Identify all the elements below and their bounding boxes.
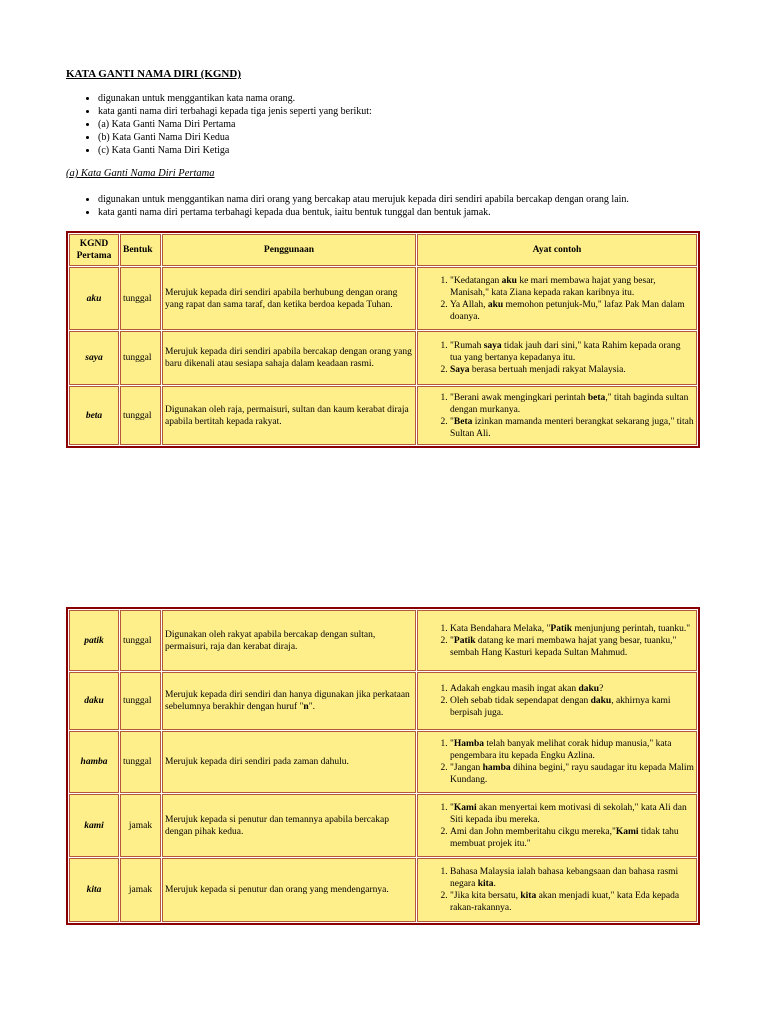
- table-row: [69, 858, 697, 922]
- examples-list: [420, 866, 694, 914]
- form-cell: tunggal: [120, 610, 161, 671]
- header-penggunaan: Penggunaan: [162, 234, 416, 266]
- example-item: 1. "Hamba telah banyak melihat corak hidup manusia," kata pengembara itu kepada Engku Azlina.: [450, 738, 694, 762]
- header-kgnd: [69, 234, 119, 266]
- example-item: 1. Bahasa Malaysia ialah bahasa kebangsaan dan bahasa rasmi negara kita.: [450, 866, 694, 890]
- intro-item: • digunakan untuk menggantikan kata nama orang.: [98, 92, 372, 105]
- pronoun-cell: daku: [69, 672, 119, 730]
- table-row: [69, 610, 697, 671]
- pronoun-cell: kita: [69, 858, 119, 922]
- examples-list: [420, 275, 694, 323]
- examples-cell: [417, 386, 697, 445]
- form-cell: tunggal: [120, 731, 161, 793]
- usage-cell: Merujuk kepada diri sendiri pada zaman dahulu.: [162, 731, 416, 793]
- table-row: [69, 331, 697, 385]
- examples-cell: [417, 331, 697, 385]
- intro-item: • (c) Kata Ganti Nama Diri Ketiga: [98, 144, 372, 157]
- usage-cell: Merujuk kepada diri sendiri apabila berhubung dengan orang yang rapat dan sama taraf, dan ketika berdoa kepada Tuhan.: [162, 267, 416, 330]
- examples-list: [420, 340, 694, 376]
- subsection-title: (a) Kata Ganti Nama Diri Pertama: [66, 168, 215, 179]
- example-item: 2. "Patik datang ke mari membawa hajat yang besar, tuanku," sembah Hang Kasturi kepada Sultan Mahmud.: [450, 635, 694, 659]
- form-cell: tunggal: [120, 672, 161, 730]
- pronoun-cell: kami: [69, 794, 119, 857]
- examples-list: [420, 802, 694, 850]
- usage-cell: Digunakan oleh rakyat apabila bercakap dengan sultan, permaisuri, raja dan kerabat diraja.: [162, 610, 416, 671]
- table-row: [69, 267, 697, 330]
- kgnd-table-part-1: [66, 231, 700, 448]
- subsection-item: • kata ganti nama diri pertama terbahagi kepada dua bentuk, iaitu bentuk tunggal dan bentuk jamak.: [98, 206, 629, 219]
- examples-cell: [417, 267, 697, 330]
- intro-list: [66, 92, 372, 157]
- example-item: 1. Kata Bendahara Melaka, "Patik menjunjung perintah, tuanku.": [450, 623, 694, 635]
- header-kgnd-line2: Pertama: [76, 251, 112, 261]
- form-cell: tunggal: [120, 267, 161, 330]
- intro-item: • kata ganti nama diri terbahagi kepada tiga jenis seperti yang berikut:: [98, 105, 372, 118]
- table-row: [69, 672, 697, 730]
- example-item: 2. Ami dan John memberitahu cikgu mereka,"Kami tidak tahu membuat projek itu.": [450, 826, 694, 850]
- usage-cell: Merujuk kepada diri sendiri dan hanya digunakan jika perkataan sebelumnya berakhir dengan huruf "n".: [162, 672, 416, 730]
- examples-list: [420, 623, 694, 659]
- example-item: 2. Saya berasa bertuah menjadi rakyat Malaysia.: [450, 364, 694, 376]
- pronoun-cell: aku: [69, 267, 119, 330]
- example-item: 2. "Jangan hamba dihina begini," rayu saudagar itu kepada Malim Kundang.: [450, 762, 694, 786]
- document-title: KATA GANTI NAMA DIRI (KGND): [66, 68, 241, 80]
- pronoun-cell: patik: [69, 610, 119, 671]
- example-item: 2. Ya Allah, aku memohon petunjuk-Mu," lafaz Pak Man dalam doanya.: [450, 299, 694, 323]
- example-item: 1. "Kedatangan aku ke mari membawa hajat yang besar, Manisah," kata Ziana kepada rakan karibnya itu.: [450, 275, 694, 299]
- kgnd-table-part-2: [66, 607, 700, 925]
- pronoun-cell: hamba: [69, 731, 119, 793]
- header-bentuk: Bentuk: [120, 234, 161, 266]
- usage-cell: Merujuk kepada si penutur dan orang yang mendengarnya.: [162, 858, 416, 922]
- example-item: 2. "Jika kita bersatu, kita akan menjadi kuat," kata Eda kepada rakan-rakannya.: [450, 890, 694, 914]
- subsection-list: [66, 193, 629, 219]
- examples-list: [420, 392, 694, 440]
- intro-item: • (a) Kata Ganti Nama Diri Pertama: [98, 118, 372, 131]
- example-item: 1. "Rumah saya tidak jauh dari sini," kata Rahim kepada orang tua yang bertanya kepadanya itu.: [450, 340, 694, 364]
- examples-list: [420, 683, 694, 719]
- table-row: [69, 386, 697, 445]
- table-row: [69, 731, 697, 793]
- table-header-row: [69, 234, 697, 266]
- form-cell: tunggal: [120, 386, 161, 445]
- pronoun-cell: beta: [69, 386, 119, 445]
- examples-cell: [417, 794, 697, 857]
- examples-cell: [417, 731, 697, 793]
- example-item: 2. "Beta izinkan mamanda menteri berangkat sekarang juga," titah Sultan Ali.: [450, 416, 694, 440]
- usage-cell: Merujuk kepada si penutur dan temannya apabila bercakap dengan pihak kedua.: [162, 794, 416, 857]
- example-item: 1. "Kami akan menyertai kem motivasi di sekolah," kata Ali dan Siti kepada ibu mereka.: [450, 802, 694, 826]
- example-item: 1. "Berani awak mengingkari perintah beta," titah baginda sultan dengan murkanya.: [450, 392, 694, 416]
- form-cell: tunggal: [120, 331, 161, 385]
- examples-list: [420, 738, 694, 786]
- subsection-item: • digunakan untuk menggantikan nama diri orang yang bercakap atau merujuk kepada diri sendiri apabila bercakap dengan orang lain.: [98, 193, 629, 206]
- examples-cell: [417, 858, 697, 922]
- example-item: 2. Oleh sebab tidak sependapat dengan daku, akhirnya kami berpisah juga.: [450, 695, 694, 719]
- intro-item: • (b) Kata Ganti Nama Diri Kedua: [98, 131, 372, 144]
- pronoun-cell: saya: [69, 331, 119, 385]
- usage-cell: Digunakan oleh raja, permaisuri, sultan dan kaum kerabat diraja apabila bertitah kepada rakyat.: [162, 386, 416, 445]
- table-row: [69, 794, 697, 857]
- header-kgnd-line1: KGND: [79, 239, 109, 249]
- usage-cell: Merujuk kepada diri sendiri apabila bercakap dengan orang yang baru dikenali atau sesiapa sahaja dalam keadaan rasmi.: [162, 331, 416, 385]
- examples-cell: [417, 610, 697, 671]
- form-cell: jamak: [120, 858, 161, 922]
- examples-cell: [417, 672, 697, 730]
- example-item: 1. Adakah engkau masih ingat akan daku?: [450, 683, 694, 695]
- form-cell: jamak: [120, 794, 161, 857]
- header-ayat-contoh: Ayat contoh: [417, 234, 697, 266]
